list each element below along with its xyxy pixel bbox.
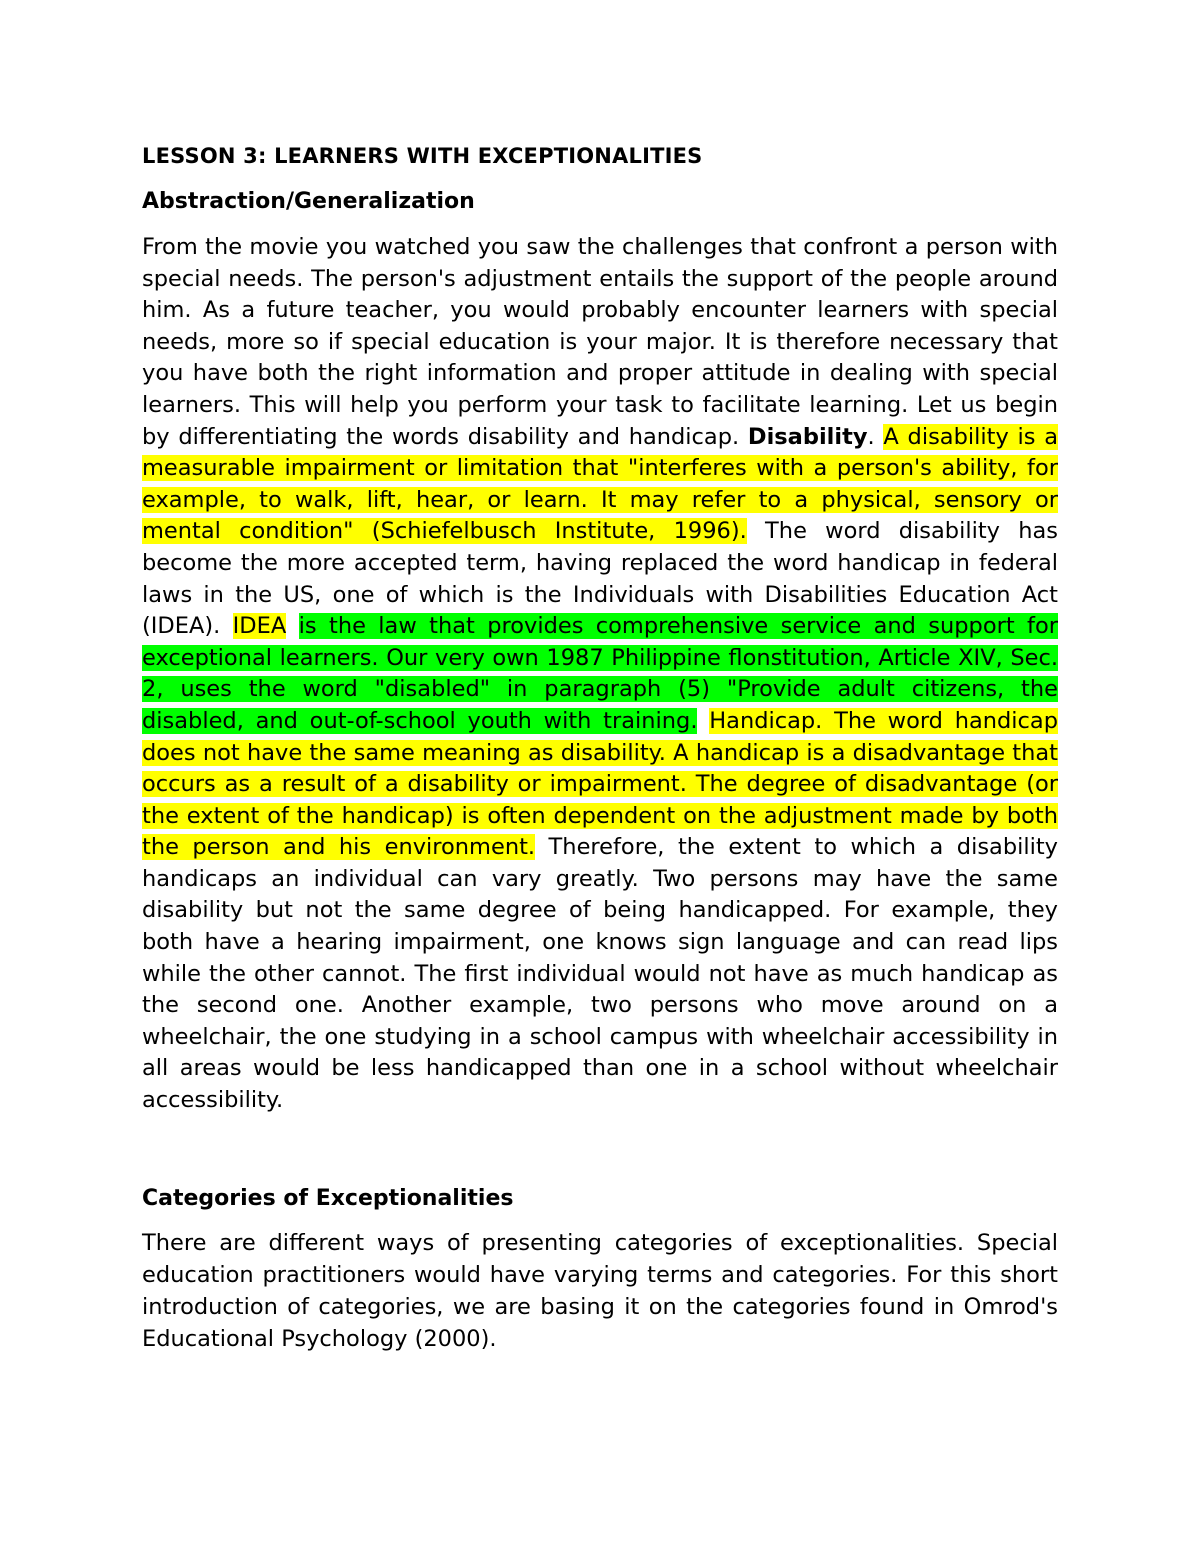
paragraph-categories: There are different ways of presenting categories of exceptionalities. Special education practitioners would have varying terms and categories. For this short introduction of categories, we are basing it on the categories found in Omrod's Educational Psychology (2000).	[142, 1229, 1058, 1352]
section-heading-abstraction: Abstraction/Generalization	[142, 189, 475, 214]
document-body	[142, 138, 1058, 1355]
highlight-disability-definition: A disability is a measurable impairment or limitation that "interferes with a person's ability, for example, to walk, lift, hear, or learn. It may refer to a physical, sensory or mental condition" (Schiefelbusch Institute, 1996).	[142, 423, 1058, 545]
paragraph-disability-handicap	[142, 232, 1058, 1117]
highlight-idea: IDEA	[232, 613, 287, 640]
paragraph-text: The word disability has become the more accepted term, having replaced the word handicap in federal laws in the US, one of which is the Individuals with Disabilities Education Act (IDEA).	[142, 518, 1058, 640]
paragraph-text: .	[867, 423, 884, 450]
paragraph-text: Therefore, the extent to which a disability handicaps an individual can vary greatly. Two persons may have the same disability but not the same degree of being handicapped. For example, they both have a hearing impairment, one knows sign language and can read lips while the other cannot. The first individual would not have as much handicap as the second one. Another example, two persons who move around on a wheelchair, the one studying in a school campus with wheelchair accessibility in all areas would be less handicapped than one in a school without wheelchair accessibility.	[142, 834, 1058, 1114]
term-disability: Disability	[747, 423, 868, 450]
paragraph-text	[286, 613, 298, 639]
lesson-title: LESSON 3: LEARNERS WITH EXCEPTIONALITIES	[142, 144, 703, 168]
section-heading-categories: Categories of Exceptionalities	[142, 1185, 514, 1211]
highlight-idea-definition: is the law that provides comprehensive service and support for exceptional learners. Our very own 1987 Philippine flonstitution, Article XIV, Sec. 2, uses the word "disabled" in paragraph (5) "Provide adult citizens, the disabled, and out-of-school youth with training.	[142, 613, 1058, 734]
paragraph-text: From the movie you watched you saw the challenges that confront a person with special needs. The person's adjustment entails the support of the people around him. As a future teacher, you would probably encounter learners with special needs, more so if special education is your major. It is therefore necessary that you have both the right information and proper attitude in dealing with special learners. This will help you perform your task to facilitate learning. Let us begin by differentiating the words disability and handicap.	[142, 234, 1058, 450]
paragraph-text	[697, 708, 709, 734]
highlight-handicap-definition: Handicap. The word handicap does not have the same meaning as disability. A handicap is a disadvantage that occurs as a result of a disability or impairment. The degree of disadvantage (or the extent of the handicap) is often dependent on the adjustment made by both the person and his environment.	[142, 707, 1058, 861]
